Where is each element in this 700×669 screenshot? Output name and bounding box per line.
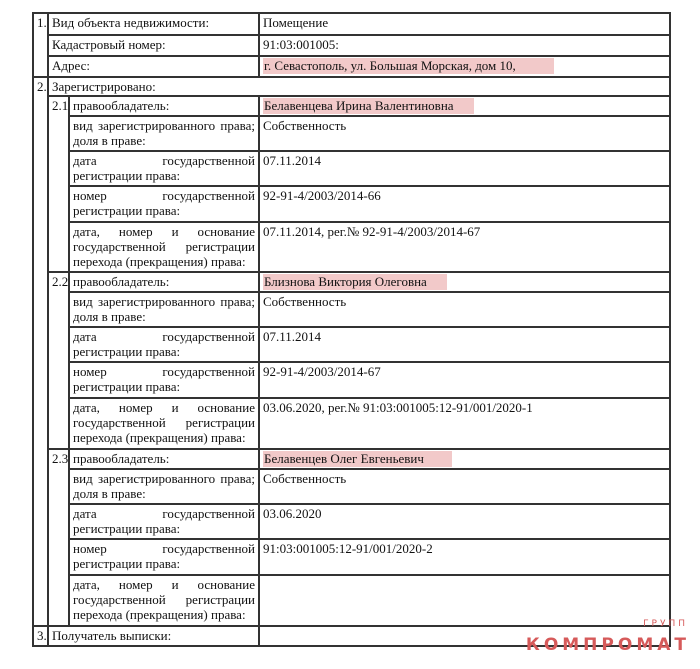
right-type-value: Собственность <box>259 116 670 151</box>
holder-label: правообладатель: <box>69 272 259 292</box>
reg-date-label: дата государственной регистрации права: <box>69 151 259 186</box>
holder-value <box>259 96 670 116</box>
registry-extract-table <box>32 12 671 647</box>
holder-value <box>259 272 670 292</box>
reg-number-value: 91:03:001005:12-91/001/2020-2 <box>259 539 670 575</box>
reg-number-label: номер государственной регистрации права: <box>69 186 259 222</box>
holder-row <box>33 272 670 292</box>
right-type-row <box>33 292 670 327</box>
reg-date-row <box>33 504 670 539</box>
address-value <box>259 56 670 77</box>
holder-label: правообладатель: <box>69 449 259 469</box>
address-row <box>33 56 670 77</box>
holder-value <box>259 449 670 469</box>
reg-number-value: 92-91-4/2003/2014-67 <box>259 362 670 398</box>
right-type-row <box>33 469 670 504</box>
reg-number-row <box>33 539 670 575</box>
holder-number: 2.3 <box>48 449 69 626</box>
transfer-value: 03.06.2020, рег.№ 91:03:001005:12-91/001/2020-1 <box>259 398 670 449</box>
reg-number-row <box>33 362 670 398</box>
right-type-label: вид зарегистрированного права; доля в праве: <box>69 116 259 151</box>
cadastral-number-value: 91:03:001005: <box>259 35 670 56</box>
holder-row <box>33 96 670 116</box>
row-number: 3. <box>33 626 48 646</box>
transfer-value: 07.11.2014, рег.№ 92-91-4/2003/2014-67 <box>259 222 670 272</box>
redaction-highlight: г. Севастополь, ул. Большая Морская, дом 10, <box>263 58 554 74</box>
object-type-row <box>33 13 670 35</box>
address-label: Адрес: <box>48 56 259 77</box>
transfer-label: дата, номер и основание государственной регистрации перехода (прекращения) права: <box>69 222 259 272</box>
object-type-label: Вид объекта недвижимости: <box>48 13 259 35</box>
reg-date-value: 07.11.2014 <box>259 327 670 362</box>
holder-row <box>33 449 670 469</box>
reg-date-value: 03.06.2020 <box>259 504 670 539</box>
redaction-highlight: Близнова Виктория Олеговна <box>263 274 447 290</box>
right-type-label: вид зарегистрированного права; доля в праве: <box>69 469 259 504</box>
row-number: 1. <box>33 13 48 77</box>
holder-number: 2.1 <box>48 96 69 272</box>
reg-date-label: дата государственной регистрации права: <box>69 327 259 362</box>
right-type-row <box>33 116 670 151</box>
redaction-highlight: Белавенцева Ирина Валентиновна <box>263 98 474 114</box>
right-type-value: Собственность <box>259 469 670 504</box>
right-type-value: Собственность <box>259 292 670 327</box>
object-type-value: Помещение <box>259 13 670 35</box>
reg-date-row <box>33 151 670 186</box>
reg-date-label: дата государственной регистрации права: <box>69 504 259 539</box>
registered-label: Зарегистрировано: <box>48 77 670 96</box>
watermark-sub-text: ГРУПП <box>643 619 688 629</box>
transfer-row <box>33 398 670 449</box>
reg-number-label: номер государственной регистрации права: <box>69 362 259 398</box>
holder-number: 2.2 <box>48 272 69 449</box>
recipient-label: Получатель выписки: <box>48 626 259 646</box>
watermark-main-text: КОМПРОМАТ <box>525 635 690 655</box>
registered-row <box>33 77 670 96</box>
transfer-label: дата, номер и основание государственной регистрации перехода (прекращения) права: <box>69 398 259 449</box>
cadastral-number-label: Кадастровый номер: <box>48 35 259 56</box>
reg-number-value: 92-91-4/2003/2014-66 <box>259 186 670 222</box>
right-type-label: вид зарегистрированного права; доля в праве: <box>69 292 259 327</box>
cadastral-number-row <box>33 35 670 56</box>
reg-date-value: 07.11.2014 <box>259 151 670 186</box>
transfer-label: дата, номер и основание государственной регистрации перехода (прекращения) права: <box>69 575 259 626</box>
row-number: 2. <box>33 77 48 626</box>
transfer-row <box>33 222 670 272</box>
reg-date-row <box>33 327 670 362</box>
reg-number-label: номер государственной регистрации права: <box>69 539 259 575</box>
reg-number-row <box>33 186 670 222</box>
redaction-highlight: Белавенцев Олег Евгеньевич <box>263 451 452 467</box>
watermark-logo <box>525 619 690 655</box>
holder-label: правообладатель: <box>69 96 259 116</box>
